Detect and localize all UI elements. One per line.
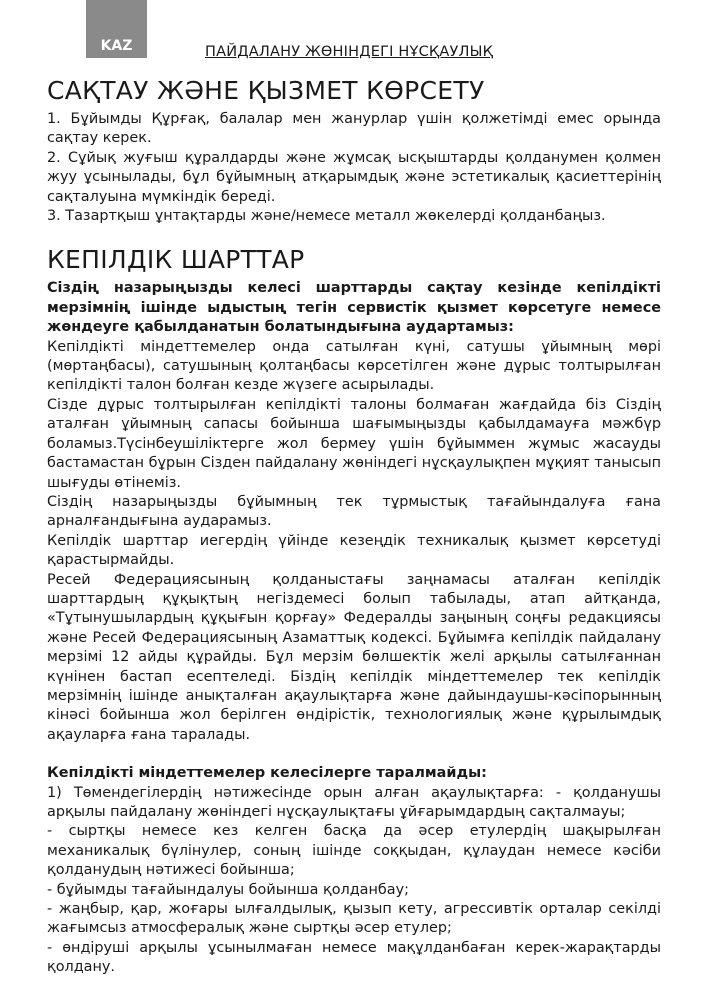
warranty-paragraph-2: Сізде дұрыс толтырылған кепілдікті талоны болмаған жағдайда біз Сіздің аталған ұйымның сапасы бойынша шағымыңызды қабылдамауға мәжбүр боламыз.Түсінбеушіліктерге жол бермеу үшін бұйыммен жұмыс жасауды бастамастан бұрын Сізден пайдалану жөніндегі нұсқаулықпен мұқият танысып шығуды өтінеміз. [47,396,661,491]
exclusion-item-2: - сыртқы немесе кез келген басқа да әсер етулердің шақырылған механикалық бүлінулер, соның ішінде соққыдан, құлаудан немесе кәсіби қолданудың нәтижесі бойынша; [47,823,661,879]
exclusion-item-3: - бұйымды тағайындалуы бойынша қолданбау; [47,881,409,898]
warranty-paragraph-5: Ресей Федерациясының қолданыстағы заңнамасы аталған кепілдік шарттардың құқықтың негіздемесі болып табылады, атап айтқанда, «Тұтынушылардың құқығын қорғау» Федералды заңының соңғы редакциясы және Ресей Федерациясының Азаматтық кодексі. Бұйымға кепілдік пайдалану мерзімі 12 айды құрайды. Бұл мерзім бөлшектік желі арқылы сатылғаннан күнінен бастап есептеледі. Біздің кепілдік міндеттемелер тек кепілдік мерзімнің ішінде анықталған ақаулықтарға және дайындаушы-кәсіпорынның кінәсі бойынша жол берілген өндірістік, технологиялық және құрылымдық ақауларға ғана таралады. [47,571,661,743]
running-header-title: ПАЙДАЛАНУ ЖӨНІНДЕГІ НҰСҚАУЛЫҚ [205,44,494,60]
exclusion-item-1: 1) Төмендегілердің нәтижесінде орын алған ақаулықтарға: - қолданушы арқылы пайдалану жөніндегі нұсқаулықтағы ұйғарымдардың сақталмауы; [47,784,661,820]
warranty-paragraph-1: Кепілдікті міндеттемелер онда сатылған күні, сатушы ұйымның мөрі (мөртаңбасы), сатушының қолтаңбасы көрсетілген және дұрыс толтырылған кепілдікті талон болған кезде жүзеге асырылады. [47,338,661,394]
storage-heading: САҚТАУ ЖӘНЕ ҚЫЗМЕТ КӨРСЕТУ [47,76,485,105]
exclusion-item-4: - жаңбыр, қар, жоғары ылғалдылық, қызып кету, агрессивтік орталар секілді жағымсыз атмосфералық және сыртқы әсер етулер; [47,901,661,937]
storage-item-3: 3. Тазартқыш ұнтақтарды және/немесе металл жөкелерді қолданбаңыз. [47,208,606,225]
warranty-lead: Сіздің назарыңызды келесі шарттарды сақтау кезінде кепілдікті мерзімнің ішінде ыдыстың тегін сервистік қызмет көрсетуге немесе жөндеуге қабылданатын болатындығына аудартамыз: [47,280,661,336]
storage-item-2: 2. Сұйық жуғыш құралдарды және жұмсақ ысқыштарды қолданумен қолмен жуу ұсынылады, бұл бұйымның атқарымдық және эстетикалық қасиеттерінің сақталуына мүмкіндік береді. [47,149,661,205]
exclusions-heading: Кепілдікті міндеттемелер келесілерге таралмайды: [47,765,487,782]
warranty-heading: КЕПІЛДІК ШАРТТАР [47,245,305,275]
language-code: KAZ [100,38,133,54]
storage-item-1: 1. Бұйымды Құрғақ, балалар мен жанурлар үшін қолжетімді емес орында сақтау керек. [47,111,661,147]
page-content [47,76,661,978]
warranty-paragraph-4: Кепілдік шарттар иегердің үйінде кезеңдік техникалық қызмет көрсетуді қарастырмайды. [47,532,661,569]
language-tab [86,0,147,58]
exclusion-item-5: - өндіруші арқылы ұсынылмаған немесе мақұлданбаған керек-жарақтарды қолдану. [47,939,661,976]
warranty-paragraph-3: Сіздің назарыңызды бұйымның тек тұрмыстық тағайындалуға ғана арналғандығына аударамыз. [47,493,661,530]
